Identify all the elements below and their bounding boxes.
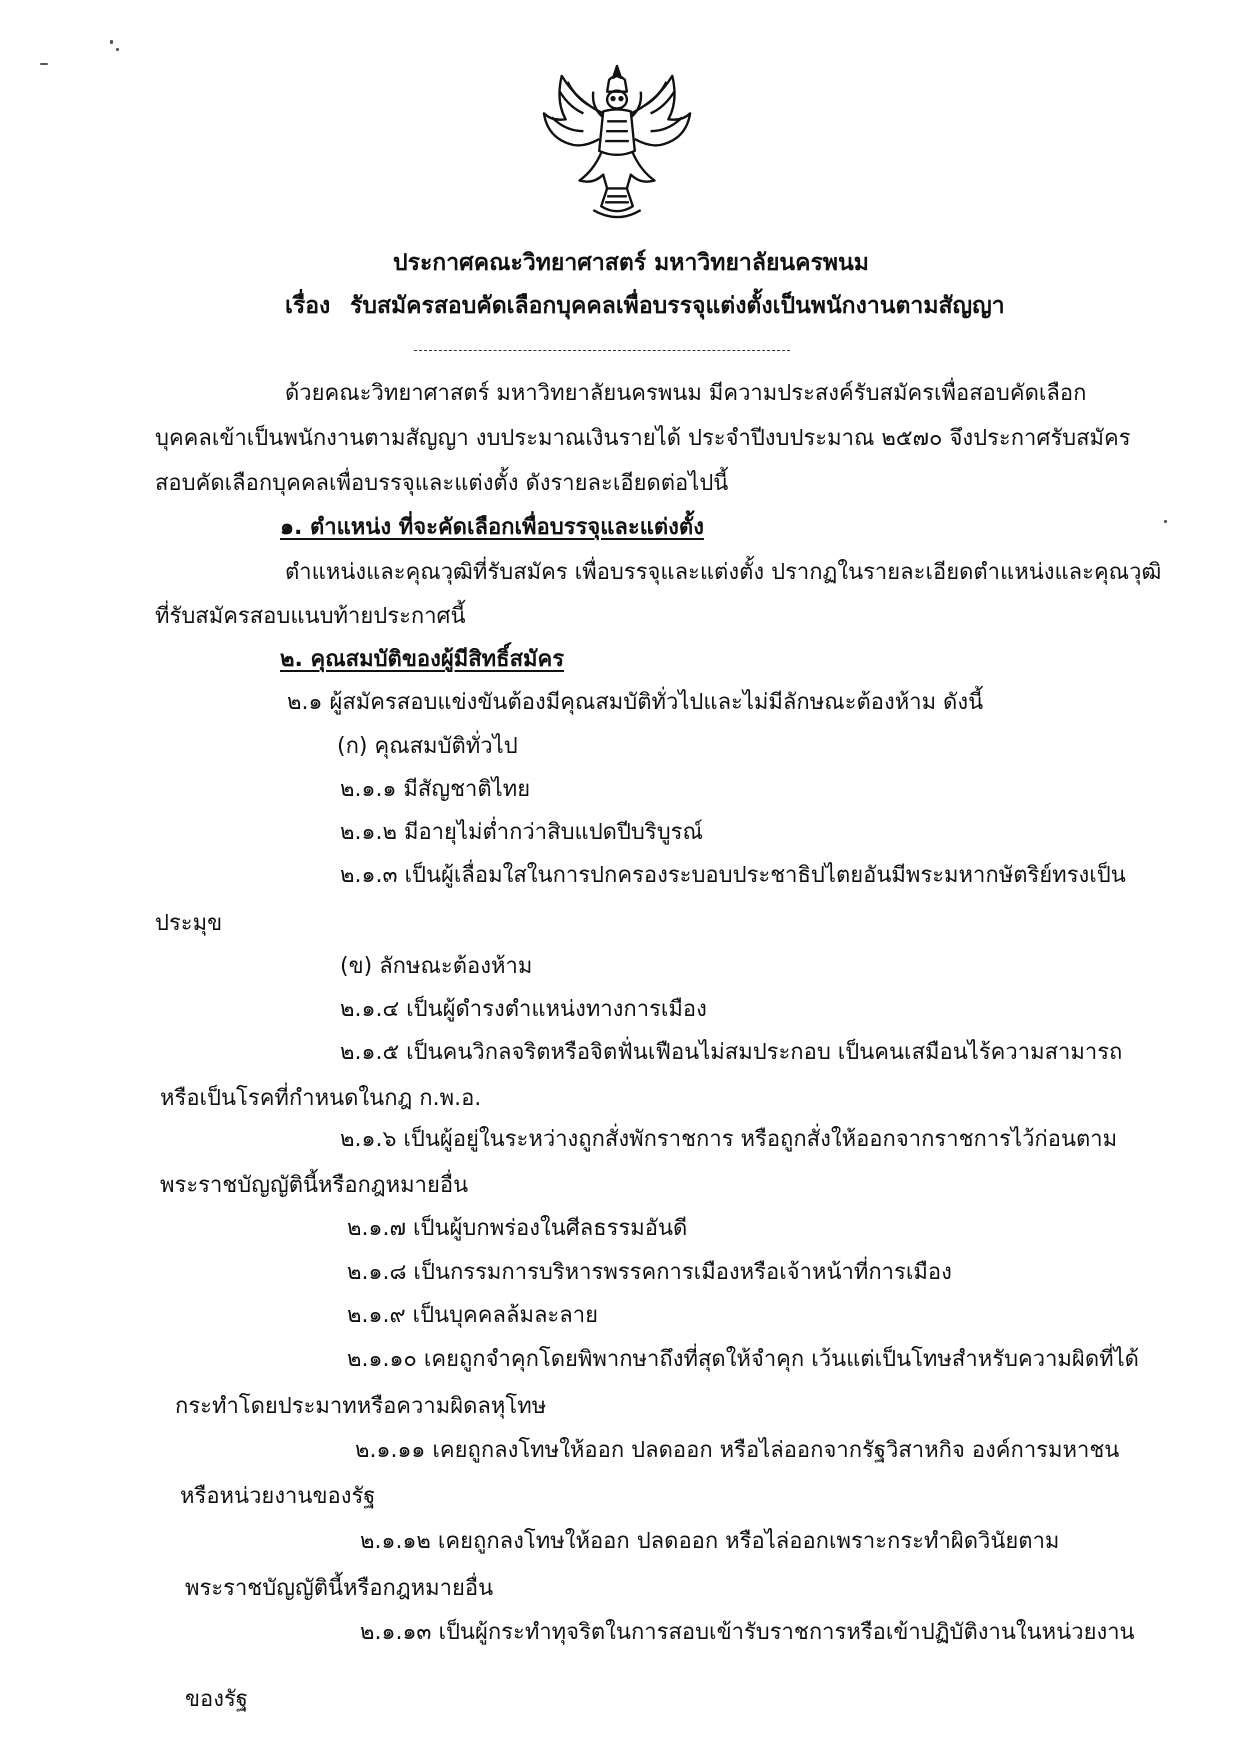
scan-speck (110, 40, 113, 44)
section-2-heading: ๒. คุณสมบัติของผู้มีสิทธิ์สมัคร (280, 647, 565, 672)
prohibited-item-cont: พระราชบัญญัตินี้หรือกฎหมายอื่น (185, 1576, 494, 1601)
qualification-item: ๒.๑.๒ มีอายุไม่ต่ำกว่าสิบแปดปีบริบูรณ์ (340, 820, 703, 845)
prohibited-item-cont: พระราชบัญญัตินี้หรือกฎหมายอื่น (160, 1173, 469, 1198)
qualification-item: ๒.๑.๓ เป็นผู้เลื่อมใสในการปกครองระบอบประชาธิปไตยอันมีพระมหากษัตริย์ทรงเป็น (340, 863, 1126, 888)
prohibited-item-cont: หรือเป็นโรคที่กำหนดในกฎ ก.พ.อ. (160, 1086, 482, 1111)
qualification-item: ๒.๑.๑ มีสัญชาติไทย (340, 777, 531, 802)
prohibited-item: ๒.๑.๑๒ เคยถูกลงโทษให้ออก ปลดออก หรือไล่ออกเพราะกระทำผิดวินัยตาม (360, 1529, 1060, 1554)
section-1-line: ที่รับสมัครสอบแนบท้ายประกาศนี้ (155, 604, 466, 629)
intro-line: ด้วยคณะวิทยาศาสตร์ มหาวิทยาลัยนครพนม มีความประสงค์รับสมัครเพื่อสอบคัดเลือก (285, 381, 1087, 406)
scan-speck (1164, 520, 1167, 523)
intro-line: สอบคัดเลือกบุคคลเพื่อบรรจุและแต่งตั้ง ดังรายละเอียดต่อไปนี้ (155, 471, 729, 496)
prohibited-item: ๒.๑.๘ เป็นกรรมการบริหารพรรคการเมืองหรือเจ้าหน้าที่การเมือง (347, 1260, 952, 1285)
header-divider (414, 350, 790, 351)
prohibited-item: ๒.๑.๙ เป็นบุคคลล้มละลาย (347, 1303, 598, 1328)
scan-speck (116, 48, 119, 51)
intro-line: บุคคลเข้าเป็นพนักงานตามสัญญา งบประมาณเงินรายได้ ประจำปีงบประมาณ ๒๕๗๐ จึงประกาศรับสมัคร (155, 426, 1131, 451)
prohibited-item: ๒.๑.๗ เป็นผู้บกพร่องในศีลธรรมอันดี (347, 1216, 688, 1241)
qualification-item-cont: ประมุข (155, 911, 223, 936)
announcement-subject-label: เรื่อง (285, 293, 331, 319)
garuda-emblem-icon (538, 62, 696, 226)
announcement-title: ประกาศคณะวิทยาศาสตร์ มหาวิทยาลัยนครพนม (393, 250, 869, 276)
prohibited-item-cont: หรือหน่วยงานของรัฐ (180, 1484, 376, 1509)
section-1-line: ตำแหน่งและคุณวุฒิที่รับสมัคร เพื่อบรรจุและแต่งตั้ง ปรากฏในรายละเอียดตำแหน่งและคุณวุฒิ (285, 560, 1162, 585)
prohibited-item-cont: กระทำโดยประมาทหรือความผิดลหุโทษ (175, 1394, 547, 1419)
prohibited-item: ๒.๑.๔ เป็นผู้ดำรงตำแหน่งทางการเมือง (340, 997, 707, 1022)
section-2-intro: ๒.๑ ผู้สมัครสอบแข่งขันต้องมีคุณสมบัติทั่วไปและไม่มีลักษณะต้องห้าม ดังนี้ (287, 690, 984, 715)
section-1-heading: ๑. ตำแหน่ง ที่จะคัดเลือกเพื่อบรรจุและแต่งตั้ง (280, 515, 704, 540)
prohibited-item: ๒.๑.๑๐ เคยถูกจำคุกโดยพิพากษาถึงที่สุดให้จำคุก เว้นแต่เป็นโทษสำหรับความผิดที่ได้ (347, 1347, 1139, 1372)
scan-speck (40, 63, 48, 65)
prohibited-item: ๒.๑.๑๓ เป็นผู้กระทำทุจริตในการสอบเข้ารับราชการหรือเข้าปฏิบัติงานในหน่วยงาน (360, 1620, 1135, 1645)
prohibited-item-cont: ของรัฐ (185, 1687, 248, 1712)
prohibited-label: (ข) ลักษณะต้องห้าม (340, 954, 533, 979)
general-qualifications-label: (ก) คุณสมบัติทั่วไป (337, 734, 518, 759)
prohibited-item: ๒.๑.๕ เป็นคนวิกลจริตหรือจิตฟั่นเฟือนไม่สมประกอบ เป็นคนเสมือนไร้ความสามารถ (340, 1040, 1123, 1065)
prohibited-item: ๒.๑.๑๑ เคยถูกลงโทษให้ออก ปลดออก หรือไล่ออกจากรัฐวิสาหกิจ องค์การมหาชน (355, 1438, 1120, 1463)
prohibited-item: ๒.๑.๖ เป็นผู้อยู่ในระหว่างถูกสั่งพักราชการ หรือถูกสั่งให้ออกจากราชการไว้ก่อนตาม (340, 1127, 1118, 1152)
announcement-subject: รับสมัครสอบคัดเลือกบุคคลเพื่อบรรจุแต่งตั้งเป็นพนักงานตามสัญญา (350, 293, 1005, 319)
